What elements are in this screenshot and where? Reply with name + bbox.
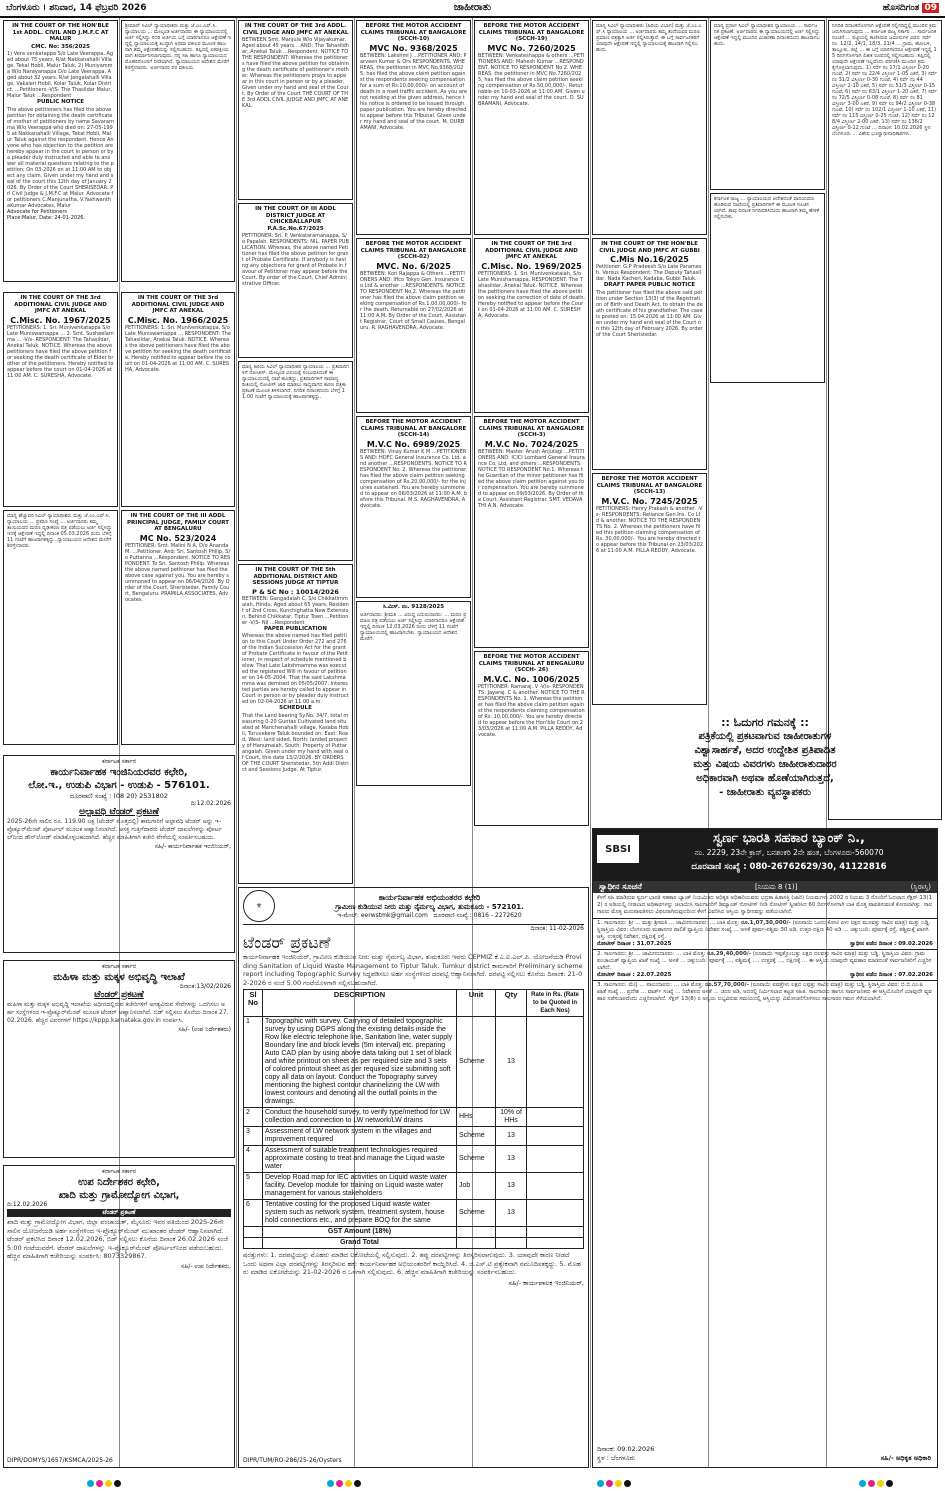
udupi-tender-notice — [3, 755, 235, 953]
notice-body: PETITIONERS: Henry Prakash & another. -Vs- RESPONDENTS: Reliance Gen.Ins. Co Ltd & another. NOTICE TO THE RESPONDENTS No. 2. Whereas the petitioners have filed this petition claiming compensation of Rs. 30,00,000/-. You are hereby directed to appear before this Tribunal on 23/03/2026 at 11:00 A.M. PILLA REDDY, Advocate. — [596, 505, 704, 554]
notice-body: ಕರ್ನಾಟಕ ರಾಜ್ಯ ... ನ್ಯಾಯಾಲಯದ ಆದೇಶದಂತೆ ವಾದಿಯವರು ಹೂಡಿರುವ ದಾವೆಯಲ್ಲಿ ಪ್ರತಿವಾದಿಗಳಿಗೆ ಈ ಮೂಲಕ ಸೂಚಿಸಲಾಗಿದೆ. ತಾವು ದಿನಾಂಕ ನಿಗದಿಪಡಿಸಿದಂದು ಹಾಜರಾಗಿ ತಮ್ಮ ಹೇಳಿಕೆ ಸಲ್ಲಿಸಬೇಕು. — [714, 196, 820, 220]
bank-name: ಸ್ವರ್ಣ ಭಾರತಿ ಸಹಕಾರ ಬ್ಯಾಂಕ್ ನಿ., — [713, 831, 865, 846]
mvc-1006-notice — [474, 651, 589, 826]
header-section: ಜಾಹೀರಾತು — [453, 2, 492, 13]
case-number: C.Misc. No. 1969/2025 — [481, 261, 582, 271]
govt-label: ಕರ್ನಾಟಕ ಸರ್ಕಾರ — [101, 758, 137, 765]
notice-body: PETITIONERS: 1. Sri. Munivenkatappa S/o Late Muniswamappa ... 2. Smt. Susheelamma ... -V/s- RESPONDENT: The Tahasildar, Anekal Taluk. NOTICE. Whereas the above petitioners have filed the above petition for seeking the death certificate of Elder brother of the petitioners. Hereby notified to appear before the court on 01-04-2026 at 11:00 AM. C. SURESHA, Advocate. — [7, 324, 114, 379]
family-court-notice — [121, 510, 235, 745]
notice-date: ದಿನಾಂಕ:13/02/2026 — [179, 983, 231, 990]
notice-body: PETITIONERS: 1. Sri. Munivenkataiah, S/o Late Munishamappa. RESPONDENT: The Tahasildar, Anekal Taluk. NOTICE. Whereas the petitioners have filed the above petition seeking the correction of date of death. Hereby notified to appear before the Court on 01-04-2026 at 11:00 AM. C. SURESHA, Advocate. — [478, 270, 586, 319]
bank-intro: ಕೆಳಗೆ ಸಹಿ ಮಾಡಿರುವ ಸ್ವರ್ಣ ಭಾರತಿ ಸಹಕಾರ ಬ್ಯಾಂಕ್ ನಿಯಮಿತದ ಅಧಿಕೃತ ಅಧಿಕಾರಿಯವರು ಭದ್ರತಾ ಹಿತಾಸಕ್ತಿ (ಜಾರಿ) ನಿಯಮಗಳು 2002 ರ ನಿಯಮ 3 ರೊಂದಿಗೆ ಓದಲಾದ ಸೆಕ್ಷನ್ 13(12) ರ ಅಡಿಯಲ್ಲಿ ನೀಡಲಾದ ಅಧಿಕಾರಗಳನ್ನು ಚಲಾಯಿಸಿ ಸಾಲಗಾರರಿಗೆ ಡಿಮ್ಯಾಂಡ್ ನೋಟೀಸ್ ನೀಡಿ ನೋಟೀಸ್ ಸ್ವೀಕರಿಸಿದ 60 ದಿನಗಳೊಳಗಾಗಿ ಬಾಕಿ ಮೊತ್ತ ಪಾವತಿಸುವಂತೆ ಕೋರಲಾಗಿತ್ತು. ಸಾಲಗಾರರು ಮೊತ್ತ ಮರುಪಾವತಿಸಲು ವಿಫಲರಾಗಿರುವುದರಿಂದ ಕೆಳಗೆ ವಿವರಿಸಿದ ಆಸ್ತಿಯ ಸ್ವಾಧೀನವನ್ನು ಪಡೆಯಲಾಗಿದೆ. — [597, 895, 933, 915]
notice-body: ಮಹಿಳಾ ಮತ್ತು ಮಕ್ಕಳ ಅಭಿವೃದ್ಧಿ ಇಲಾಖೆಯ ಅಧೀನದಲ್ಲಿರುವ ಕಚೇರಿಗಳಿಗೆ ಅಗತ್ಯವಿರುವ ಸೇವೆಗಳನ್ನು ಒದಗಿಸಲು ಅರ್ಹ ಸಂಸ್ಥೆಗಳಿಂದ ಇ-ಪ್ರೊಕ್ಯೂರ್‌ಮೆಂಟ್ ಮೂಲಕ ಟೆಂಡರ್ ಆಹ್ವಾನಿಸಲಾಗಿದೆ. ಬಿಡ್ ಸಲ್ಲಿಸಲು ಕೊನೆಯ ದಿನಾಂಕ 27.02.2026. ಹೆಚ್ಚಿನ ವಿವರಗಳಿಗೆ https://kppp.karnataka.gov.in ಸಂಪರ್ಕಿಸಿ. — [7, 1001, 229, 1024]
dipr-ref: DIPR/TUM/RO-286/25-26/Oysters — [243, 1457, 342, 1464]
case-number: CMC. No: 356/2025 — [31, 43, 90, 50]
tiptur-psc-notice — [238, 564, 353, 884]
case-number: MC No. 523/2024 — [139, 533, 217, 543]
possession-title: ಸ್ವಾಧೀನ ಸೂಚನೆ — [599, 882, 642, 891]
table-row: 3 Assessment of LW network system in the villages and improvement required Scheme 13 — [244, 1127, 584, 1146]
officer-sign: ಸಹಿ/- ಕಾರ್ಯನಿರ್ವಾಹಕ ಇಂಜಿನಿಯರ್, — [154, 843, 231, 850]
court-notice — [238, 203, 353, 358]
cmisc-1966-notice — [121, 292, 235, 507]
notice-body: BETWEEN: Venkateshappa & others ...PETITIONERS AND: Mahesh Kumar ...RESPONDENT. NOTICE TO RESPONDENT No.2. WHEREAS, the petitioner in MVC No.7260/2025, has filed the above claim petition seeking compensation of Rs.50,00,000/-. Returnable on 10-03-2026 at 11:00 AM. Given under my hand and seal of the court. D. SUBRAMANI, Advocate. — [478, 52, 585, 107]
rule-ref: [ನಿಯಮ 8 (1)] — [755, 882, 798, 891]
notice-title: PAPER PUBLICATION — [264, 625, 327, 632]
bank-phone: ದೂರವಾಣಿ ಸಂಖ್ಯೆ : 080-26762629/30, 41122816 — [691, 862, 887, 872]
notice-body: ಮಾನ್ಯ ಪ್ರಧಾನ ಸಿವಿಲ್ ನ್ಯಾಯಾಧೀಶರ ನ್ಯಾಯಾಲಯ ... ಸಾರ್ವಜನಿಕ ಪ್ರಕಟಣೆ. ಅರ್ಜಿದಾರರು ಈ ನ್ಯಾಯಾಲಯದಲ್ಲಿ ಅರ್ಜಿ ಸಲ್ಲಿಸಿದ್ದು ಆಕ್ಷೇಪಣೆ ಇದ್ದಲ್ಲಿ ಮುಂದಿನ ವಿಚಾರಣಾ ದಿನಾಂಕದಂದು ಹಾಜರಾಗಬಹುದು. — [714, 23, 820, 47]
officer-sign: ಸಹಿ/- ಉಪ ನಿರ್ದೇಶಕರು, — [181, 1262, 231, 1270]
case-number: M.V.C No. 6989/2025 — [366, 439, 461, 449]
govt-label: ಕರ್ನಾಟಕ ಸರ್ಕಾರ — [101, 1168, 137, 1175]
notice-date: ದಿ:12.02.2026 — [190, 800, 231, 807]
mvc-9368-notice — [356, 20, 471, 235]
cmisc-1967-notice — [3, 292, 118, 507]
table-row: 2 Conduct the household survey, to verify type/method for LW collection and connection to LW network/LW drains HHs 10% of HHs — [244, 1108, 584, 1127]
kannada-court-notice — [356, 601, 471, 786]
court-heading: IN THE COURT OF THE 3rd ADDITIONAL CIVIL JUDGE AND JMFC AT ANEKAL — [485, 241, 578, 260]
notice-date: ದಿ:12.02.2026 — [7, 1201, 48, 1208]
case-number: M.V.C No. 7024/2025 — [484, 439, 579, 449]
court-heading: BEFORE THE MOTOR ACCIDENT CLAIMS TRIBUNAL AT BANGALORE (SCCH-19) — [478, 23, 585, 42]
department-name: ಮಹಿಳಾ ಮತ್ತು ಮಕ್ಕಳ ಅಭಿವೃದ್ಧಿ ಇಲಾಖೆ — [53, 972, 185, 983]
court-heading: BEFORE THE MOTOR ACCIDENT CLAIMS TRIBUNAL AT BANGALORE (SCCH-14) — [360, 419, 467, 438]
notice-body: That the Land bearing Sy.No. 34/7, total measuring 0-20 Guntas Cultivated land situated at Manchenahalli village, Kasaba Hobli, Turuvekere Taluk bounded on: East: Road, West: land sided, North: landed property of Hanumaiah, South: Property of Puttarangaiah. Given under my hand with seal of Court, this date 13/2/2026. BY ORDERS OF THE COURT Sheristedar, 5th Addl District and Sessions Judge, At Tiptur. — [242, 712, 349, 773]
bank-address: ನಂ. 2229, 23ನೇ ಕ್ರಾಸ್, ಬನಶಂಕರಿ 2ನೇ ಹಂತ, ಬೆಂಗಳೂರು-560070 — [694, 848, 884, 857]
officer-sign: ಸಹಿ/- (ಉಪ ನಿರ್ದೇಶಕರು) — [178, 1026, 231, 1033]
bank-officer-sign: ಸಹಿ/- ಅಧಿಕೃತ ಅಧಿಕಾರಿ — [880, 1454, 931, 1462]
registration-marks — [86, 1472, 122, 1480]
department-name: ಖಾದಿ ಮತ್ತು ಗ್ರಾಮೋದ್ಯೋಗ ವಿಭಾಗ, — [58, 1190, 180, 1201]
case-number: ಸಿ.ಮಿಸ್. ನಂ. 9128/2025 — [382, 604, 445, 610]
court-heading: IN THE COURT OF THE 5th ADDITIONAL DISTRICT AND SESSIONS JUDGE AT TIPTUR — [252, 567, 339, 586]
registration-marks — [596, 1472, 632, 1480]
malur-court-notice — [3, 20, 118, 282]
court-heading: IN THE COURT OF THE HON'BLE 1st ADDL. CIVIL AND J.M.F.C AT MALUR — [12, 23, 109, 42]
court-notice — [238, 20, 353, 200]
notice-body: BETWEEN Smt. Manjula W/o Vijayakumar, Aged about 45 years... AND: The Tahasildhar, Anekal Taluk ...Respondent. NOTICE TO THE RESPONDENT: Whereas the petitioners have filed the above petition for obtaining the death certificate of petitioner's mother. Whereas the petitioners prays to appear in this court in person or by a pleader. Given under my hand and seal of the Court. By Order of the Court THE COURT OF THE 3rd ADDL CIVIL JUDGE AND JMFC AT ANEKAL. — [242, 37, 349, 109]
notice-title: DRAFT PAPER PUBLIC NOTICE — [603, 282, 696, 288]
court-heading: IN THE COURT OF THE HON'BLE CIVIL JUDGE AND JMFC AT GUBBI — [599, 241, 700, 254]
readers-notice-title: :: ಓದುಗರ ಗಮನಕ್ಕೆ :: — [721, 716, 809, 729]
court-heading: IN THE COURT OF THE 3rd ADDITIONAL CIVIL JUDGE AND JMFC AT ANEKAL — [131, 295, 225, 314]
notice-body: ಶ್ರೀಮಾನ್ ಸಿವಿಲ್ ನ್ಯಾಯಾಧೀಶರು ಮತ್ತು ಜೆ.ಎಂ.ಎಫ್.ಸಿ. ನ್ಯಾಯಾಲಯ ... ಮೇಲ್ಕಂಡ ಅರ್ಜಿದಾರರು ಈ ನ್ಯಾಯಾಲಯದಲ್ಲಿ ಅರ್ಜಿ ಸಲ್ಲಿಸಿದ್ದು ಸದರಿ ಅರ್ಜಿಯ ಬಗ್ಗೆ ಯಾರಿಗಾದರೂ ಆಕ್ಷೇಪಣೆ ಇದ್ದಲ್ಲಿ ನ್ಯಾಯಾಲಯಕ್ಕೆ ಖುದ್ದಾಗಿ ಅಥವಾ ವಕೀಲರ ಮೂಲಕ ಹಾಜರಾಗಿ ತಮ್ಮ ಆಕ್ಷೇಪಣೆಯನ್ನು ಸಲ್ಲಿಸಬಹುದು. ತಪ್ಪಿದಲ್ಲಿ ಏಕಪಕ್ಷೀಯವಾಗಿ ತೀರ್ಮಾನಿಸಲಾಗುವುದು. ನನ್ನ ಸಹಿ ಹಾಗೂ ನ್ಯಾಯಾಲಯದ ಮೊಹರಿನೊಂದಿಗೆ ನೀಡಲಾಗಿದೆ. ನ್ಯಾಯಾಲಯದ ಆದೇಶದ ಮೇರೆಗೆ ಶಿರಸ್ತೇದಾರರು. ಅರ್ಜಿದಾರರ ಪರ ವಕೀಲರು. — [125, 23, 231, 71]
notice-body: 2025-26ನೇ ಸಾಲಿನ ರೂ. 119.90 ಲಕ್ಷ (ಟೆಂಡರ್ ಮೊತ್ತದಲ್ಲಿ) ಕಾಮಗಾರಿಗೆ ಅಲ್ಪಾವಧಿ ಟೆಂಡರ್ ಅನ್ನು ಇ-ಪ್ರೊಕ್ಯೂರ್‌ಮೆಂಟ್ ಪೋರ್ಟಲ್ ಮೂಲಕ ಆಹ್ವಾನಿಸಲಾಗಿದೆ. ಆಸಕ್ತ ಗುತ್ತಿಗೆದಾರರು ಟೆಂಡರ್ ದಾಖಲೆಗಳನ್ನು ಪೋರ್ಟಲ್‌ನಿಂದ ಡೌನ್‌ಲೋಡ್ ಮಾಡಿಕೊಳ್ಳಬಹುದಾಗಿದೆ. ಹೆಚ್ಚಿನ ಮಾಹಿತಿಗಾಗಿ ಕಚೇರಿ ವೇಳೆಯಲ್ಲಿ ಸಂಪರ್ಕಿಸಬಹುದು. — [7, 818, 222, 841]
notice-body: 1) Vera venkatappa S/o Late Veerappa, Aged about 75 years, R/at Nakkanahalli Village, Tekal Hobli, Malur Taluk, 2) Muniyamma W/o Narayanappa D/o Late Veerappa, Aged about 32 years. R/at Jangalahalli Village, Vakaleri Hobli, Kolar Taluk, Kolar District. ...Petitioners -V/S- The Thasildar Malur, Malur Taluk ...Respondent — [7, 51, 114, 99]
case-number: C.Misc. No. 1967/2025 — [10, 315, 111, 325]
column-header: Qty — [496, 990, 527, 1017]
kannada-court-notice — [710, 20, 825, 190]
readers-notice-sign: - ಜಾಹೀರಾತು ವ್ಯವಸ್ಥಾಪಕರು — [719, 787, 811, 798]
notice-date: ನೋಟೀಸ್ ದಿನಾಂಕ : 22.07.2025 — [597, 972, 672, 978]
readers-notice — [592, 712, 938, 824]
readers-notice-line: ವಿಶ್ವಾಸಾರ್ಹತೆ, ಅದರ ಉದ್ದೇಶಿತ ಪ್ರತಿಪಾದಿತ — [694, 745, 836, 756]
table-row: 5 Develop Road map for IEC activities on Liquid waste water facility. Develop module for training on Liquid waste water management for various stakeholders Job 13 — [244, 1173, 584, 1200]
total-row: Grand Total — [244, 1238, 584, 1249]
mvc-6989-notice — [356, 416, 471, 598]
mvc-7245-notice — [592, 473, 707, 705]
office-address: ಲೋ.ಇ., ಉಡುಪಿ ವಿಭಾಗ - ಉಡುಪಿ - 576101. — [28, 780, 210, 791]
office-contact: ಇ-ಮೇಲ್: eerwstmk@gmail.com ದೂರವಾಣಿ ಸಂಖ್ಯೆ : 0816 - 2272620 — [337, 911, 522, 919]
govt-label: ಕರ್ನಾಟಕ ಸರ್ಕಾರ — [101, 963, 137, 970]
kannada-court-notice — [710, 193, 825, 383]
case-number: MVC No. 7260/2025 — [487, 43, 576, 53]
dipr-ref: DIPR/DOMYS/1657/KSMCA/2025-26 — [7, 1457, 113, 1464]
notice-date: ದಿನಾಂಕ: 11-02-2026 — [530, 925, 584, 932]
property-type: (ಸ್ಥಿರಾಸ್ತಿ) — [910, 882, 931, 891]
officer-sign: ಸಹಿ/- ಕಾರ್ಯಪಾಲಕ ಇಂಜಿನಿಯರ್, — [508, 1278, 584, 1287]
notice-body: BETWEEN: Gangadaiah C, S/o Chikkatimmaiah, Hindu, Aged about 65 years, Resident of 2nd Cross, Kunchighatta New Extension, Behind Chikkatar, Tiptur Town ...Petitioner -V/S- Nil ...Respondent — [242, 595, 349, 626]
notice-body: Whereas the above named has filed petition to this Court Under Order 272 and 276 of the Indian Succession Act for the grant of Probate Certificate in favour of the Petitioner, in respect of schedule mentioned below. That Late Lakshmamma was executed the registered Will in favour of petitioner on 14-05-2004. That the said Lakshmamma was demised on 05/05/2007. Interested parties are hereby called to appear in Court in person or by pleader duly instructed on 02-04-2026 at 11.00 a.m. — [242, 633, 349, 705]
readers-notice-line: ಮತ್ತು ವಿಷಯ ವಿವರಗಳು ಜಾಹೀರಾತುದಾರರ — [693, 759, 837, 770]
court-heading: IN THE COURT OF III ADDL DISTRICT JUDGE AT CHICKBALLAPUR P.A.Sc.No.67/2025 — [255, 206, 336, 232]
case-number: M.V.C. No. 1006/2025 — [483, 674, 580, 684]
page-number: 09 — [924, 3, 937, 13]
court-heading: BEFORE THE MOTOR ACCIDENT CLAIMS TRIBUNAL AT BANGALORE (SCCH-10) — [360, 23, 467, 42]
gubbi-draft-notice — [592, 238, 707, 470]
office-name: ಕಾರ್ಯನಿರ್ವಾಹಕ ಇಂಜಿನಿಯರವರ ಕಛೇರಿ, — [50, 767, 188, 778]
notice-body: BETWEEN: Vinay Kumar K M ...PETITIONERS AND: HDFC General Insurance Co. Ltd. and another ...RESPONDENTS. NOTICE TO RESPONDENT No. 2. Whereas the petitioner has filed the above claim petition seeking compensation of Rs.20,00,000/- for the injuries sustained. You are hereby summoned to appear on 06/03/2026 at 11:00 A.M. before this Tribunal. M.S. RAGHAVENDRA, Advocate. — [360, 448, 467, 509]
khadi-tender-notice — [3, 1165, 235, 1468]
notice-body: ಮಾನ್ಯ ಹೆಚ್ಚುವರಿ ಸಿವಿಲ್ ನ್ಯಾಯಾಧೀಶರು ಮತ್ತು ಜೆ.ಎಂ.ಎಫ್.ಸಿ. ನ್ಯಾಯಾಲಯ ... ಪ್ರಕರಣ ಸಂಖ್ಯೆ ... ಅರ್ಜಿದಾರರು ತಮ್ಮ ತಾಯಿಯವರ ಮರಣ ದೃಢೀಕರಣ ಪತ್ರ ಪಡೆಯಲು ಅರ್ಜಿ ಸಲ್ಲಿಸಿದ್ದು ಇದಕ್ಕೆ ಆಕ್ಷೇಪಣೆ ಇದ್ದಲ್ಲಿ ದಿನಾಂಕ 05.03.2026 ರಂದು ಬೆಳಿಗ್ಗೆ 11 ಗಂಟೆಗೆ ಹಾಜರಾಗತಕ್ಕದ್ದು. ನ್ಯಾಯಾಲಯದ ಆದೇಶದ ಮೇರೆಗೆ ಶಿರಸ್ತೇದಾರರು. — [7, 513, 112, 549]
rws-tender-notice — [238, 887, 589, 1468]
header-date: ಬೆಂಗಳೂರು । ಶನಿವಾರ, 14 ಫೆಬ್ರವರಿ 2026 — [6, 3, 147, 13]
bank-possession-notice — [592, 828, 938, 1468]
notice-title: ಅಲ್ಪಾವಧಿ ಟೆಂಡರ್ ಪ್ರಕಟಣೆ — [79, 807, 159, 817]
column-header: Unit — [457, 990, 496, 1017]
kannada-long-notice — [828, 20, 942, 820]
court-heading: IN THE COURT OF THE 3rd ADDITIONAL CIVIL JUDGE AND JMFC AT ANEKAL — [14, 295, 107, 314]
rws-scope-table — [243, 989, 584, 1249]
gst-row: GST Amount (18%) — [244, 1227, 584, 1238]
column-rule — [236, 18, 237, 1468]
bank-logo: SBSI — [597, 835, 639, 863]
mvc-7024-notice — [474, 416, 589, 648]
possession-title-bar — [593, 881, 937, 893]
notice-body: Petitioner: G.P Pradeesh S/o Late Paramesh. Versus Respondent: The Deputy Tahasildar, Nada Kacheri, Kadaba, Gubbi Taluk. — [596, 264, 702, 282]
case-number: MVC. No. 6/2025 — [376, 261, 451, 271]
readers-notice-line: ಅಧಿಕಾರವಾಗಿ ಅಥವಾ ಹೊಣೆಯಾಗಿರುತ್ತದೆ, — [696, 773, 834, 784]
notice-title: ಟೆಂಡರ್ ಪ್ರಕಟಣೆ — [94, 990, 144, 1000]
notice-body: ಖಾದಿ ಮತ್ತು ಗ್ರಾಮೋದ್ಯೋಗ ವಿಭಾಗ, ಜಿಲ್ಲಾ ಪಂಚಾಯತ್, ಮೈಸೂರು ಇವರ ವತಿಯಿಂದ 2025-26ನೇ ಸಾಲಿನ ಯೋಜನೆಯಡಿ ಅರ್ಹ ಸಂಸ್ಥೆಗಳಿಂದ ಇ-ಪ್ರೊಕ್ಯೂರ್‌ಮೆಂಟ್ ಮುಖಾಂತರ ಟೆಂಡರ್ ಆಹ್ವಾನಿಸಲಾಗಿದೆ. ಟೆಂಡರ್ ಪ್ರಕಟಿಸಿದ ದಿನಾಂಕ 12.02.2026, ಬಿಡ್ ಸಲ್ಲಿಸಲು ಕೊನೆಯ ದಿನಾಂಕ 26.02.2026 ಸಂಜೆ 5:00 ಗಂಟೆಯವರೆಗೆ. ಟೆಂಡರ್ ದಾಖಲೆಗಳನ್ನು ಇ-ಪ್ರೊಕ್ಯೂರ್‌ಮೆಂಟ್ ಪೋರ್ಟಲ್‌ನಿಂದ ಪಡೆಯಬಹುದು. ಹೆಚ್ಚಿನ ಮಾಹಿತಿಗಾಗಿ ಕಚೇರಿಯನ್ನು ಸಂಪರ್ಕಿಸಿ: 8073329867. — [7, 1218, 228, 1260]
notice-body: ನಿಗದಿತ ದಿನಾಂಕದೊಳಗಾಗಿ ಆಕ್ಷೇಪಣೆ ಸಲ್ಲಿಸದಿದ್ದಲ್ಲಿ ಮುಂದಿನ ಕ್ರಮ ಜರುಗಿಸಲಾಗುವುದು ... ಕರ್ನಾಟಕ ರಾಜ್ಯ ಸರ್ಕಾರ ... ಸಾರ್ವಜನಿಕ ಸೂಚನೆ ... ಪಟ್ಟಿಯಲ್ಲಿ ಕಾಣಿಸಿರುವ ಜಮೀನುಗಳ ವಿವರ: ಸರ್ವೆ ನಂ. 12/2, 14/1, 18/3, 21/4 ... ಗ್ರಾಮ, ಹೋಬಳಿ, ತಾಲ್ಲೂಕು, ಜಿಲ್ಲೆ ... ಈ ಬಗ್ಗೆ ಯಾರಿಗಾದರೂ ಆಕ್ಷೇಪಣೆ ಇದ್ದಲ್ಲಿ 15 ದಿನಗಳೊಳಗಾಗಿ ಲಿಖಿತ ರೂಪದಲ್ಲಿ ಸಲ್ಲಿಸಬಹುದು. ತಪ್ಪಿದಲ್ಲಿ ಯಾವುದೇ ಆಕ್ಷೇಪಣೆ ಇಲ್ಲವೆಂದು ಪರಿಗಣಿಸಿ ಮುಂದಿನ ಕ್ರಮ ಕೈಗೊಳ್ಳಲಾಗುವುದು. 1) ಸರ್ವೆ ನಂ 17/1 ವಿಸ್ತೀರ್ಣ 0-20 ಗುಂಟೆ, 2) ಸರ್ವೆ ನಂ 22/4 ವಿಸ್ತೀರ್ಣ 1-05 ಎಕರೆ, 3) ಸರ್ವೆ ನಂ 31/2 ವಿಸ್ತೀರ್ಣ 0-30 ಗುಂಟೆ, 4) ಸರ್ವೆ ನಂ 44 ವಿಸ್ತೀರ್ಣ 2-10 ಎಕರೆ, 5) ಸರ್ವೆ ನಂ 51/3 ವಿಸ್ತೀರ್ಣ 0-15 ಗುಂಟೆ, 6) ಸರ್ವೆ ನಂ 63/1 ವಿಸ್ತೀರ್ಣ 1-20 ಎಕರೆ, 7) ಸರ್ವೆ ನಂ 72/5 ವಿಸ್ತೀರ್ಣ 0-08 ಗುಂಟೆ, 8) ಸರ್ವೆ ನಂ 81 ವಿಸ್ತೀರ್ಣ 3-00 ಎಕರೆ, 9) ಸರ್ವೆ ನಂ 94/2 ವಿಸ್ತೀರ್ಣ 0-38 ಗುಂಟೆ, 10) ಸರ್ವೆ ನಂ 102/1 ವಿಸ್ತೀರ್ಣ 1-10 ಎಕರೆ, 11) ಸರ್ವೆ ನಂ 115 ವಿಸ್ತೀರ್ಣ 0-25 ಗುಂಟೆ, 12) ಸರ್ವೆ ನಂ 128/4 ವಿಸ್ತೀರ್ಣ 2-00 ಎಕರೆ, 13) ಸರ್ವೆ ನಂ 136/2 ವಿಸ್ತೀರ್ಣ 0-12 ಗುಂಟೆ ... ದಿನಾಂಕ: 10.02.2026 ಸ್ಥಳ: ಬೆಂಗಳೂರು ... ವಿಶೇಷ ಭೂಸ್ವಾಧೀನಾಧಿಕಾರಿಗಳು. — [832, 23, 937, 137]
notice-date: ನೋಟೀಸ್ ದಿನಾಂಕ : 31.07.2025 — [597, 941, 672, 947]
case-number: P & SC No : 10014/2026 — [252, 587, 339, 596]
notice-body: PETITIONER: Smt. Malini N A, D/o Ananda M. ...Petitioner. And: Sri. Santosh Philip, S/o Puttanna ...Respondent. NOTICE TO RESPONDENT. To Sri. Santosh Philip. Whereas the above named petitioner has filed the above case against you. You are hereby summoned to appear on 06/04/2026. By Order of the Court, Sheristedar, Family Court, Bengaluru. PRAMILA ASSOCIATES, Advocates. — [125, 542, 231, 603]
notice-body: ಅರ್ಜಿದಾರರು: ಶ್ರೀಮತಿ ... ವಿರುದ್ಧ ಎದುರುದಾರರು: ... ಮರಣ ಪ್ರಮಾಣ ಪತ್ರ ಪಡೆಯಲು ಅರ್ಜಿ ಸಲ್ಲಿಸಿದ್ದು ಯಾರಿಗಾದರೂ ಆಕ್ಷೇಪಣೆ ಇದ್ದಲ್ಲಿ ದಿನಾಂಕ 12.03.2026 ರಂದು ಬೆಳಿಗ್ಗೆ 11 ಗಂಟೆಗೆ ನ್ಯಾಯಾಲಯದಲ್ಲಿ ಹಾಜರಾಗಬೇಕು. ನ್ಯಾಯಾಲಯದ ಆದೇಶದ ಮೇರೆಗೆ. — [360, 611, 467, 642]
wcd-tender-notice — [3, 960, 235, 1158]
bank-header — [593, 829, 937, 881]
notice-body: PETITIONERS: 1. Sri. Munivenkatappa, S/o Late Muniswamappa ... RESPONDENT: The Tahasildar, Anekal Taluk. NOTICE. Whereas the above petitioners have filed the above petition for seeking the death certificate. Hereby notified to appear before the court on 01-04-2026 at 11:00 AM. C. SURESHA, Advocate. — [125, 324, 231, 373]
mvc-7260-notice — [474, 20, 589, 235]
header-masthead: ಹೊಸದಿಗಂತ 09 — [882, 3, 937, 13]
notice-body: PETITIONER: Ramaraj. V -V/s- RESPONDENTS: Jayaraj. C & another. NOTICE TO THE RESPONDENTS No. 1. Whereas the petitioner has filed the above claim petition against the respondents claiming compensation of Rs. 10,00,000/-. You are hereby directed to appear before the Hon'ble Court on 23/03/2026 at 11:00 A.M. PILLA REDDY, Advocate. — [478, 683, 585, 738]
registration-marks — [858, 1472, 894, 1480]
office-address: ಗ್ರಾಮೀಣ ಕುಡಿಯುವ ನೀರು ಮತ್ತು ನೈರ್ಮಲ್ಯ ವಿಭಾಗ, ತುಮಕೂರು - 572101. — [335, 902, 524, 911]
notice-title: ಟೆಂಡರ್ ಪ್ರಕಟಣೆ — [7, 1209, 231, 1217]
bank-account-2: 2. ಸಾಲಗಾರರು: ಶ್ರೀ ... ಜಾಮೀನುದಾರರು: ... ಬಾಕಿ ಮೊತ್ತ: ರೂ.29,40,000/- (ರೂಪಾಯಿ ಇಪ್ಪತ್ತೊಂಬತ್ತು ಲಕ್ಷದ ನಲವತ್ತು ಸಾವಿರ ಮಾತ್ರ) ಮತ್ತು ಬಡ್ಡಿ. ಸ್ಥಿರಾಸ್ತಿಯ ವಿವರ: ಗ್ರಾಮ ಪಂಚಾಯತ್ ವ್ಯಾಪ್ತಿಯ ಖಾತೆ ಸಂಖ್ಯೆ ... ಅಳತೆ ... ಚಕ್ಕುಬಂದಿ: ಪೂರ್ವಕ್ಕೆ ..., ಪಶ್ಚಿಮಕ್ಕೆ ..., ಉತ್ತರಕ್ಕೆ ..., ದಕ್ಷಿಣಕ್ಕೆ ... ಈ ಆಸ್ತಿಯ ಯಾವುದೇ ವ್ಯವಹಾರ ಮಾಡದಂತೆ ಸಾರ್ವಜನಿಕರಿಗೆ ಎಚ್ಚರಿಸಲಾಗಿದೆ. ನೋಟೀಸ್ ದಿನಾಂಕ : 22.07.2025 ಸ್ವಾಧೀನ ಪಡೆದ ದಿನಾಂಕ : 07.02.2026 — [593, 949, 937, 980]
kannada-court-notice — [238, 361, 353, 561]
kannada-court-notice — [592, 20, 707, 235]
case-number: M.V.C. No. 7245/2025 — [601, 496, 698, 506]
bank-account-1: 1. ಸಾಲಗಾರರು: ಶ್ರೀ ... ಮತ್ತು ಶ್ರೀಮತಿ ... ಜಾಮೀನುದಾರರು: ... ಬಾಕಿ ಮೊತ್ತ: ರೂ.1,07,30,000/- (ರೂಪಾಯಿ ಒಂದು ಕೋಟಿ ಏಳು ಲಕ್ಷದ ಮೂವತ್ತು ಸಾವಿರ ಮಾತ್ರ) ಮತ್ತು ಬಡ್ಡಿ. ಸ್ಥಿರಾಸ್ತಿಯ ವಿವರ: ಬೆಂಗಳೂರು ಮಹಾನಗರ ಪಾಲಿಕೆ ವ್ಯಾಪ್ತಿಯ ನಿವೇಶನ ಸಂಖ್ಯೆ ... ಅಳತೆ ಪೂರ್ವ-ಪಶ್ಚಿಮ 30 ಅಡಿ, ಉತ್ತರ-ದಕ್ಷಿಣ 40 ಅಡಿ ... ಚಕ್ಕುಬಂದಿ: ಪೂರ್ವಕ್ಕೆ ರಸ್ತೆ, ಪಶ್ಚಿಮಕ್ಕೆ ಖಾಸಗಿ ಆಸ್ತಿ, ಉತ್ತರಕ್ಕೆ ನಿವೇಶನ, ದಕ್ಷಿಣಕ್ಕೆ ರಸ್ತೆ. ನೋಟೀಸ್ ದಿನಾಂಕ : 31.07.2025 ಸ್ವಾಧೀನ ಪಡೆದ ದಿನಾಂಕ : 09.02.2026 — [593, 918, 937, 949]
govt-emblem-icon: ⚜ — [243, 890, 275, 922]
table-row: 6 Tentative costing for the proposed Liquid waste water system such as network system, treatment system, house hold connections etc., and prepare BOQ for the same Scheme 13 — [244, 1200, 584, 1227]
court-heading: BEFORE THE MOTOR ACCIDENT CLAIMS TRIBUNAL AT BANGALORE (SCCH-13) — [596, 476, 703, 495]
court-heading: IN THE COURT OF THE 3rd ADDL. CIVIL JUDGE AND JMFC AT ANEKAL — [242, 23, 349, 36]
column-header: Sl No — [244, 990, 263, 1017]
table-row: 1 Topographic with survey. Carrying of detailed topographic survey by using DGPS along the existing details inside the Row like electric telephone line, Sanitation line, water supply Boundary line and block levels (5m interval) etc. preparing Auto CAD plan by using above data taking out 1 set of black and white printout on sheet as per required size and 3 sets of colored printout sheet as per required size submitting soft copy all data on layout. Conduct the Topography survey mentioning the highest contour channelizing the LW with lowest contours and denoting all the outfall points in the drawings. Scheme 13 — [244, 1017, 584, 1108]
notice-body: BETWEEN: Kori Rajappa & Others ...PETITIONERS AND: Iffco Tokyo Gen. Insurance Co Ltd & another ...RESPONDENTS. NOTICE TO RESPONDENT No.2. Whereas the petitioner has filed the above claim petition seeking compensation of Rs.1,00,00,000/- for the death. Returnable on 27/02/2026 at 11:00 A.M. By Order of the Court, Assistant Registrar, Court of Small Causes, Bengaluru. R. RAGHAVENDRA, Advocate. — [360, 270, 467, 331]
cmisc-1969-notice — [474, 238, 589, 413]
court-heading: BEFORE THE MOTOR ACCIDENT CLAIMS TRIBUNAL AT BANGALORE (SCCH-02) — [360, 241, 467, 260]
bank-date-place: ದಿನಾಂಕ: 09.02.2026 ಸ್ಥಳ : ಬೆಂಗಳೂರು — [597, 1445, 655, 1462]
table-header-row — [244, 990, 584, 1017]
mvc-6-notice — [356, 238, 471, 413]
column-header: DESCRIPTION — [263, 990, 457, 1017]
case-number: C.Mis No.16/2025 — [610, 255, 689, 264]
court-heading: IN THE COURT OF THE III ADDL PRINCIPAL JUDGE, FAMILY COURT AT BENGALURU — [127, 513, 229, 532]
notice-body: The petitioner has filed the above said petition under Section 13(3) of the Registration of Birth and Death Act, to obtain the death certificate of his grandfather. The case is posted on: 15.04.2026 at 11:00 AM. Given under my hand and seal of the Court on this 12th day of February 2026. By order of the Court Sheristedar. — [596, 289, 703, 338]
notice-conditions: ಷರತ್ತುಗಳು: 1. ದರಪಟ್ಟಿಯನ್ನು ಮೊಹರು ಮಾಡಿದ ಲಕೋಟೆಯಲ್ಲಿ ಸಲ್ಲಿಸುವುದು. 2. ತಪ್ಪು ದರಪಟ್ಟಿಗಳನ್ನು ತಿರಸ್ಕರಿಸಲಾಗುವುದು. 3. ಯಾವುದೇ ಕಾರಣ ನೀಡದೆ ಒಂದು ಅಥವಾ ಎಲ್ಲಾ ದರಪಟ್ಟಿಗಳನ್ನು ತಿರಸ್ಕರಿಸುವ ಹಕ್ಕು ಕಾರ್ಯನಿರ್ವಾಹಕ ಅಭಿಯಂತರರಿಗೆ ಕಾಯ್ದಿರಿಸಿದೆ. 4. ಜಿ.ಎಸ್.ಟಿ ಪ್ರತ್ಯೇಕವಾಗಿ ನಮೂದಿಸತಕ್ಕದ್ದು. 5. ಮೊಹರು ಮಾಡಿದ ಲಕೋಟೆಯನ್ನು 21-02-2026 ರ ಒಳಗಾಗಿ ಸಲ್ಲಿಸುವುದು. 6. ಹೆಚ್ಚಿನ ಮಾಹಿತಿಗಾಗಿ ಕಚೇರಿಯನ್ನು ಸಂಪರ್ಕಿಸಬಹುದು. — [243, 1251, 581, 1276]
notice-body: The above petitioners has filed the above petition for obtaining the death certificate of mother of petitioners by name Savaramma W/o Veerappa who died on: 27-05-1995 at Nakkanahalli Village, Tekal Hobli, Malur Taluk against the respondent. Hence Anyone who has objection to the petition are hereby appear in the court in person or by a pleader duly instructed and able to answer all material questions relating to the petition: On 03-2026 on at 11:00 AM to object any claim. Given under my hand and seal of the court this 12th day of January 2026. By Order of the Court SHERISEDAR, Prl Civil Judge & J.M.F.C at Malur. Advocate for petitioners C.Manjunatha, V.YashwanthaKumar Advocates, Malur — [7, 106, 114, 209]
notice-body: ಮಾನ್ಯ ಸಿವಿಲ್ ನ್ಯಾಯಾಧೀಶರು (ಹಿರಿಯ ವಿಭಾಗ) ಮತ್ತು ಜೆ.ಎಂ.ಎಫ್.ಸಿ ನ್ಯಾಯಾಲಯ ... ಅರ್ಜಿದಾರರು ತಮ್ಮ ತಂದೆಯವರ ಮರಣ ಪ್ರಮಾಣ ಪತ್ರಕ್ಕಾಗಿ ಅರ್ಜಿ ಸಲ್ಲಿಸಿರುತ್ತಾರೆ. ಈ ಬಗ್ಗೆ ಸಾರ್ವಜನಿಕರಿಗೆ ಯಾವುದೇ ಆಕ್ಷೇಪಣೆ ಇದ್ದಲ್ಲಿ ನ್ಯಾಯಾಲಯಕ್ಕೆ ಹಾಜರಾಗಿ ಸಲ್ಲಿಸಬಹುದು. — [596, 23, 702, 53]
notice-body: PETITIONER: Sri. P. Venkataramanappa, S/o Papaiah. RESPONDENTS: NIL. PAPER PUBLICATION. Whereas, the above named Petitioner has filed the above petition for grant of Probate Certificate. If anybody is having any objections for grant of Probate in favour of Petitioner may appear before the Court. By order of the Court, Chief Administrative Officer. — [242, 233, 349, 287]
case-number: C.Misc. No. 1966/2025 — [127, 315, 229, 325]
registration-marks — [326, 1472, 362, 1480]
possession-date: ಸ್ವಾಧೀನ ಪಡೆದ ದಿನಾಂಕ : 09.02.2026 — [850, 941, 933, 947]
notice-body: BETWEEN: Lakshmi J ...PETITIONER AND: Parveen Kumar & Ors RESPONDENTS. WHEREAS, the petitioner in MVC No.9368/2025, has filed the above claim petition against the respondents seeking compensation for a sum of Rs.10,00,000/- on account of death in a road traffic accident. As you are not residing at the given address, hence this notice is ordered to be issued through paper publication. You are hereby directed to appear before this Tribunal. Given under my hand and seal of the court. M. DURBAMANI, Advocate. — [360, 52, 467, 131]
notice-title: ಟೆಂಡರ್ ಪ್ರಕಟಣೆ — [243, 933, 331, 952]
advocate-sign: Advocate for Petitioners — [7, 208, 68, 215]
place-date: Place:Malur, Date: 24-01-2026. — [7, 214, 86, 221]
column-rule — [590, 18, 591, 1468]
table-row: 4 Assessment of suitable treatment technologies required approximate costing to treat and manage the Liquid waste water Scheme 13 — [244, 1146, 584, 1173]
court-heading: BEFORE THE MOTOR ACCIDENT CLAIMS TRIBUNAL AT BANGALORE (SCCH-3) — [478, 419, 585, 438]
notice-body: ಕಾರ್ಯನಿರ್ವಾಹಕ ಇಂಜಿನಿಯರ್, ಗ್ರಾಮೀಣ ಕುಡಿಯುವ ನೀರು ಮತ್ತು ನೈರ್ಮಲ್ಯ ವಿಭಾಗ, ತುಮಕೂರು ಇವರು CEPMIZ ಕೆ.ಎ.ಐ.ಎಲ್.ಪಿ. ಯೋಜನೆಯಡಿ Providing Sanitation of Liquid Waste Management to Tiptur Taluk. Tumkur district ಕಾಮಗಾರಿಗೆ Preliminary scheme report including Topographic Survey ಸಿದ್ಧಪಡಿಸಲು ಅರ್ಹ ಸಂಸ್ಥೆಗಳಿಂದ ದರಪಟ್ಟಿ ಆಹ್ವಾನಿಸಲಾಗಿದೆ. ದರಪಟ್ಟಿ ಸಲ್ಲಿಸಲು ಕೊನೆಯ ದಿನಾಂಕ: 21-02-2026 ರ ಸಂಜೆ 5.00 ಗಂಟೆಯೊಳಗಾಗಿ ಸಲ್ಲಿಸಬಹುದಾಗಿದೆ. — [243, 953, 583, 987]
notice-title: PUBLIC NOTICE — [36, 99, 85, 105]
notice-body: BETWEEN: Master. Arush Anjutagi ...PETITIONERS AND: ICICI Lombard General Insurance Co. Ltd, and others ...RESPONDENTS. NOTICE TO RESPONDENT No.1. Whereas the Guardian of the minor petitioner has filed the above claim petition against you for compensation. You are hereby summoned to appear on 09/03/2026. By Order of the Court, Assistant Registrar. SMT. VEDAVATHI A.N, Advocate. — [478, 448, 585, 509]
bank-account-3: 3. ಸಾಲಗಾರರು: ಮೆ|| ... ಪಾಲುದಾರರು: ... ಬಾಕಿ ಮೊತ್ತ: ರೂ.57,70,000/- (ರೂಪಾಯಿ ಐವತ್ತೇಳು ಲಕ್ಷದ ಎಪ್ಪತ್ತು ಸಾವಿರ ಮಾತ್ರ) ಮತ್ತು ಬಡ್ಡಿ. ಸ್ಥಿರಾಸ್ತಿಯ ವಿವರ: ಬಿ.ಬಿ.ಎಂ.ಪಿ ಖಾತೆ ಸಂಖ್ಯೆ ... ಪ್ರದೇಶ ... ವಾರ್ಡ್ ಸಂಖ್ಯೆ ... ನಿವೇಶನದ ಅಳತೆ ... ಚದರ ಅಡಿ, ಅದರಲ್ಲಿ ನಿರ್ಮಿಸಲಾದ ಕಟ್ಟಡ ಸಹಿತ. ಸಾಲಗಾರರು ಹಾಗೂ ಸಾರ್ವಜನಿಕರು ಈ ಆಸ್ತಿಯೊಂದಿಗೆ ಯಾವುದೇ ವ್ಯವಹಾರ ನಡೆಸಬಾರದೆಂದು ಎಚ್ಚರಿಸಲಾಗಿದೆ. ಸೆಕ್ಷನ್ 13(8) ರ ಅನ್ವಯ ಲಭ್ಯವಿರುವ ಸಮಯದಲ್ಲಿ ಆಸ್ತಿಯನ್ನು ವಿಮೋಚನೆಗೊಳಿಸಲು ಸಾಲಗಾರರ ಗಮನ ಸೆಳೆಯಲಾಗಿದೆ. — [593, 980, 937, 1004]
case-number: MVC No. 9368/2025 — [369, 43, 458, 53]
readers-notice-line: ಪತ್ರಿಕೆಯಲ್ಲಿ ಪ್ರಕಟವಾಗುವ ಜಾಹೀರಾತುಗಳ — [698, 731, 832, 742]
column-header: Rate in Rs. (Rate to be Quoted in Each Nos) — [527, 990, 584, 1017]
possession-date: ಸ್ವಾಧೀನ ಪಡೆದ ದಿನಾಂಕ : 07.02.2026 — [850, 972, 933, 978]
office-phone: ದೂರವಾಣಿ ಸಂಖ್ಯೆ : (08 20) 2531802 — [69, 792, 169, 800]
office-name: ಕಾರ್ಯನಿರ್ವಾಹಕ ಅಭಿಯಂತರರ ಕಛೇರಿ — [378, 892, 481, 902]
schedule-title: SCHEDULE — [279, 705, 312, 711]
page-header — [0, 0, 945, 18]
kannada-court-notice — [3, 510, 118, 745]
notice-body: ಮಾನ್ಯ ಹಿರಿಯ ಸಿವಿಲ್ ನ್ಯಾಯಾಧೀಶರ ನ್ಯಾಯಾಲಯ ... ಪ್ರತಿವಾದಿಗಳಿಗೆ ನೋಟೀಸ್. ಮೇಲ್ಕಂಡ ವಿಷಯಕ್ಕೆ ಸಂಬಂಧಿಸಿದಂತೆ ಈ ನ್ಯಾಯಾಲಯದಲ್ಲಿ ದಾವೆ ಹೂಡಿದ್ದು, ಪ್ರತಿವಾದಿಗಳಿಗೆ ಸಾಮಾನ್ಯ ರೀತಿಯಲ್ಲಿ ನೋಟೀಸ್ ಜಾರಿ ಮಾಡಲು ಸಾಧ್ಯವಾಗದ ಕಾರಣ ಪತ್ರಿಕಾ ಪ್ರಕಟಣೆ ಮೂಲಕ ತಿಳಿಸಲಾಗಿದೆ. ನಿಗದಿತ ದಿನಾಂಕದಂದು ಬೆಳಿಗ್ಗೆ 11:00 ಗಂಟೆಗೆ ನ್ಯಾಯಾಲಯಕ್ಕೆ ಹಾಜರಾಗತಕ್ಕದ್ದು. — [242, 364, 349, 400]
court-heading: BEFORE THE MOTOR ACCIDENT CLAIMS TRIBUNAL AT BENGALURU (SCCH- 26) — [478, 654, 585, 673]
rws-heading — [243, 890, 584, 925]
kannada-court-notice — [121, 20, 235, 282]
office-name: ಉಪ ನಿರ್ದೇಶಕರ ಕಛೇರಿ, — [78, 1177, 160, 1188]
